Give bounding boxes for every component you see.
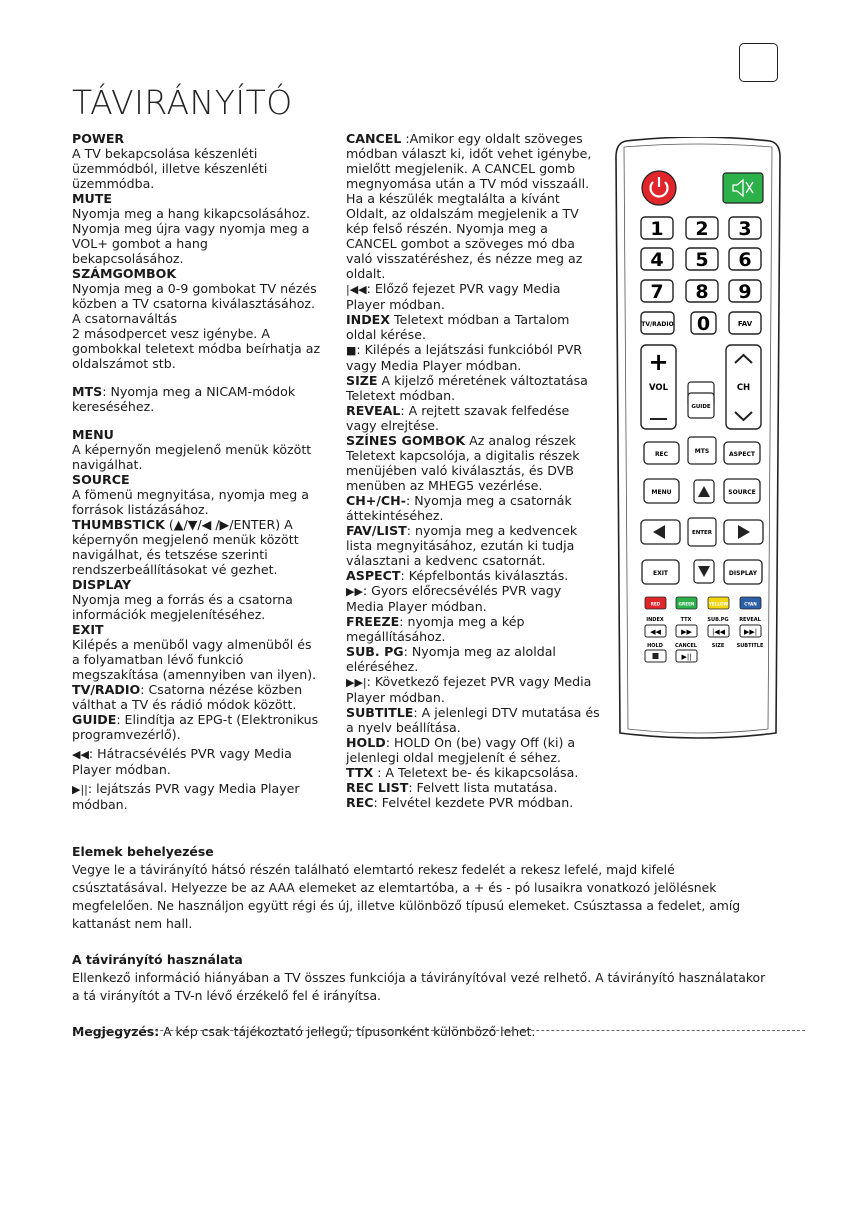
desc: Nyomja meg a 0-9 gombokat TV nézés közben a TV csatorna kiválasztásához. A csatornaváltás: [72, 281, 317, 326]
term: MUTE: [72, 191, 112, 206]
desc: 2 másodpercet vesz igénybe. A gombokkal teletext módba beírhatja az oldalszámot stb.: [72, 326, 321, 371]
tv-radio-button[interactable]: [641, 312, 674, 334]
rec-button[interactable]: [644, 442, 679, 464]
vol-label: VOL: [648, 383, 669, 393]
description-column-2: [346, 131, 602, 810]
ttx-label: TTX: [680, 617, 692, 623]
desc: A kijelző méretének változtatása Teletext módban.: [346, 373, 588, 403]
menu-label: MENU: [651, 489, 672, 496]
desc: (▲/▼/◀ /▶/ENTER) A képernyőn megjelenő menük között navigálhat, és tetszése szerinti rendszerbeállításokat vé gezhet.: [72, 517, 299, 577]
next-icon: ▶▶|: [743, 628, 758, 636]
desc: :Amikor egy oldalt szöveges módban választ ki, időt vehet igénybe, mielőtt megjelenik. A CANCEL gomb megnyomása után a TV mód visszaáll. Ha a készülék megtalálta a kívánt Oldalt, az oldalszám megjelenik a TV kép felső részén. Nyomja meg a CANCEL gombot a szöveges mó dba való visszatéréshez, és nézze meg az oldalt.: [346, 131, 592, 281]
mts-button[interactable]: [688, 437, 716, 464]
desc: A képernyőn megjelenő menük között navigálhat.: [72, 442, 312, 472]
color-button-green[interactable]: [676, 597, 697, 609]
menu-button[interactable]: [644, 479, 679, 503]
color-button-label: YELLOW: [708, 601, 729, 607]
term: TTX: [346, 765, 374, 780]
hold-button[interactable]: [645, 643, 666, 662]
term: FAV/LIST: [346, 523, 407, 538]
term: REVEAL: [346, 403, 401, 418]
fast-forward-icon: ▶▶: [346, 585, 363, 598]
digit-label: 1: [650, 218, 664, 240]
term: DISPLAY: [72, 577, 132, 592]
term: CH+/CH-: [346, 493, 406, 508]
guide-button[interactable]: [688, 393, 714, 418]
cancel-button[interactable]: [675, 643, 698, 662]
digit-label: 7: [650, 281, 664, 303]
enter-label: ENTER: [691, 530, 713, 536]
digit-label: 8: [695, 281, 709, 303]
term: SOURCE: [72, 472, 130, 487]
digit-label: 0: [696, 313, 711, 335]
desc: : Elindítja az EPG-t (Elektronikus programvezérlő).: [72, 712, 319, 742]
previous-icon: |◀◀: [711, 628, 726, 636]
source-label: SOURCE: [728, 489, 756, 496]
size-button[interactable]: [712, 643, 725, 649]
digit-button[interactable]: [691, 312, 716, 335]
digit-label: 2: [695, 218, 709, 240]
power-button[interactable]: [642, 171, 676, 205]
desc: : A jelenlegi DTV mutatása és a nyelv beállítása.: [346, 705, 600, 735]
digit-button[interactable]: [686, 280, 718, 303]
digit-label: 6: [738, 249, 752, 271]
display-label: DISPLAY: [728, 570, 758, 577]
index-label: INDEX: [646, 617, 664, 623]
digit-label: 4: [650, 249, 664, 271]
enter-button[interactable]: [688, 518, 716, 546]
reveal-label: REVEAL: [739, 617, 761, 623]
note-heading: Megjegyzés:: [72, 1024, 160, 1039]
up-button[interactable]: [694, 480, 714, 503]
desc: : Képfelbontás kiválasztás.: [400, 568, 569, 583]
desc: : Nyomja meg az aloldal eléréséhez.: [346, 644, 556, 674]
desc: : A rejtett szavak felfedése vagy elrejtése.: [346, 403, 570, 433]
battery-heading: Elemek behelyezése: [72, 844, 214, 859]
desc: : Nyomja meg a NICAM-módok kereséséhez.: [72, 384, 296, 414]
ch-label: CH: [736, 383, 751, 393]
previous-chapter-icon: |◀◀: [346, 283, 367, 296]
aspect-label: ASPECT: [729, 451, 755, 458]
desc: : HOLD On (be) vagy Off (ki) a jelenlegi oldal megjelenít é séhez.: [346, 735, 576, 765]
channel-rocker[interactable]: [726, 345, 761, 429]
volume-rocker[interactable]: [641, 345, 676, 429]
battery-text: Vegye le a távirányító hátsó részén található elemtartó rekesz fedelét a rekesz lefelé, majd kifelé csúsztatásával. Helyezze be az AAA elemeket az elemtartóba, a + és - pó lusaikra vonatkozó jelölésnek megfelelően. Ne használjon együtt régi és új, illetve különböző típusú elemeket. Csúsztassa a fedelet, amíg kattanást nem hall.: [72, 862, 741, 931]
term: INDEX: [346, 312, 390, 327]
color-button-cyan[interactable]: [740, 597, 761, 609]
rec-label: REC: [654, 451, 669, 458]
desc: : Kilépés a lejátszási funkcióból PVR vagy Media Player módban.: [346, 342, 583, 373]
digit-button[interactable]: [641, 248, 673, 271]
size-label: SIZE: [711, 643, 725, 649]
display-button[interactable]: [724, 560, 762, 584]
description-column-1: [72, 131, 322, 812]
color-button-label: GREEN: [678, 601, 695, 607]
usage-text: Ellenkező információ hiányában a TV összes funkciója a távirányítóval vezé relhető. A távirányító használatakor a tá virányítót a TV-n lévő érzékelő fel é irányítsa.: [72, 970, 766, 1003]
term: SUB. PG: [346, 644, 404, 659]
desc: : Felvétel kezdete PVR módban.: [373, 795, 574, 810]
desc: Nyomja meg a forrás és a csatorna információk megjelenítéséhez.: [72, 592, 293, 622]
subpg-label: SUB.PG: [707, 617, 729, 623]
desc: : A Teletext be- és kikapcsolása.: [373, 765, 579, 780]
cut-line-divider: [75, 1030, 805, 1031]
desc: : nyomja meg a kép megállításához.: [346, 614, 525, 644]
desc: : Nyomja meg a csatornák áttekintéséhez.: [346, 493, 572, 523]
aspect-button[interactable]: [724, 442, 760, 464]
next-chapter-icon: ▶▶|: [346, 676, 367, 689]
digit-label: 5: [695, 249, 709, 271]
digit-label: 3: [738, 218, 752, 240]
stop-icon: ■: [346, 344, 357, 357]
term: FREEZE: [346, 614, 400, 629]
term: MTS: [72, 384, 103, 399]
fav-button[interactable]: [729, 312, 761, 334]
page-number-box: [739, 43, 778, 82]
digit-button[interactable]: [686, 248, 718, 271]
mute-button[interactable]: [723, 173, 763, 203]
term: SIZE: [346, 373, 378, 388]
term: CANCEL: [346, 131, 402, 146]
desc: Kilépés a menüből vagy almenüből és a folyamatban lévő funkció megszakítása (amennyiben van ilyen).: [72, 637, 317, 682]
subtitle-label: SUBTITLE: [736, 643, 764, 649]
desc: : Előző fejezet PVR vagy Media Player módban.: [346, 281, 561, 312]
desc: : Következő fejezet PVR vagy Media Player módban.: [346, 674, 592, 705]
desc: : Hátracsévélés PVR vagy Media Player módban.: [72, 746, 292, 777]
cancel-label: CANCEL: [675, 643, 697, 649]
term: SZÁMGOMBOK: [72, 266, 177, 281]
color-button-label: RED: [650, 601, 661, 607]
mts-label: MTS: [694, 448, 710, 455]
note-text: A kép csak tájékoztató jellegű; típusonként különböző lehet.: [163, 1024, 536, 1039]
subpg-button[interactable]: [707, 617, 729, 637]
digit-button[interactable]: [641, 217, 673, 240]
right-button[interactable]: [724, 520, 763, 544]
term: HOLD: [346, 735, 386, 750]
term: REC LIST: [346, 780, 409, 795]
term: MENU: [72, 427, 114, 442]
play-pause-icon: ▶||: [72, 783, 88, 796]
desc: : Csatorna nézése közben válthat a TV és rádió módok között.: [72, 682, 303, 712]
subtitle-button[interactable]: [737, 643, 764, 649]
color-button-red[interactable]: [645, 597, 666, 609]
tv-radio-label: TV/RADIO: [641, 321, 674, 328]
desc: A TV bekapcsolása készenléti üzemmódból, illetve készenléti üzemmódba.: [72, 146, 268, 191]
desc: Nyomja meg a hang kikapcsolásához. Nyomja meg újra vagy nyomja meg a VOL+ gombot a hang bekapcsolásához.: [72, 206, 311, 266]
digit-button[interactable]: [729, 280, 761, 303]
stop-icon: [653, 653, 659, 659]
rewind-icon: ◀◀: [72, 748, 89, 761]
rewind-icon: ◀◀: [650, 628, 661, 636]
term: EXIT: [72, 622, 104, 637]
page-title: TÁVIRÁNYÍTÓ: [72, 83, 293, 122]
term: ASPECT: [346, 568, 401, 583]
play-pause-icon: ▶||: [681, 653, 692, 661]
left-button[interactable]: [641, 520, 680, 544]
term: GUIDE: [72, 712, 117, 727]
term: POWER: [72, 131, 125, 146]
forward-icon: ▶▶: [681, 628, 692, 636]
digit-button[interactable]: [686, 217, 718, 240]
down-button[interactable]: [694, 560, 714, 583]
term: SZÍNES GOMBOK: [346, 433, 466, 448]
fav-label: FAV: [737, 320, 753, 328]
exit-button[interactable]: [642, 560, 679, 584]
guide-label: GUIDE: [691, 404, 711, 410]
desc: Az analog részek Teletext kapcsolója, a digitalis részek menüjében való kiválasztás, és DVB menüben az MHEG5 vezérlése.: [346, 433, 580, 493]
desc: : Gyors előrecsévélés PVR vagy Media Player módban.: [346, 583, 562, 614]
usage-heading: A távirányító használata: [72, 952, 243, 967]
color-button-yellow[interactable]: [708, 597, 729, 609]
instructions-section: [72, 843, 772, 1041]
source-button[interactable]: [724, 479, 760, 503]
plus-icon: +: [648, 348, 669, 376]
term: TV/RADIO: [72, 682, 141, 697]
index-button[interactable]: [645, 617, 666, 637]
hold-label: HOLD: [647, 643, 663, 649]
desc: Teletext módban a Tartalom oldal kérése.: [346, 312, 570, 342]
desc: : lejátszás PVR vagy Media Player módban.: [72, 781, 300, 812]
term: THUMBSTICK: [72, 517, 165, 532]
desc: : Felvett lista mutatása.: [408, 780, 558, 795]
digit-label: 9: [738, 281, 752, 303]
digit-button[interactable]: [729, 217, 761, 240]
reveal-button[interactable]: [739, 617, 761, 637]
term: SUBTITLE: [346, 705, 414, 720]
desc: : nyomja meg a kedvencek lista megnyitásához, ezután ki tudja választani a kedvenc csatornát.: [346, 523, 578, 568]
term: REC: [346, 795, 374, 810]
desc: A fömenü megnyitása, nyomja meg a források listázásához.: [72, 487, 309, 517]
digit-button[interactable]: [729, 248, 761, 271]
remote-control-illustration: [612, 137, 784, 743]
exit-label: EXIT: [652, 570, 669, 577]
color-button-label: CYAN: [744, 601, 757, 607]
digit-button[interactable]: [641, 280, 673, 303]
